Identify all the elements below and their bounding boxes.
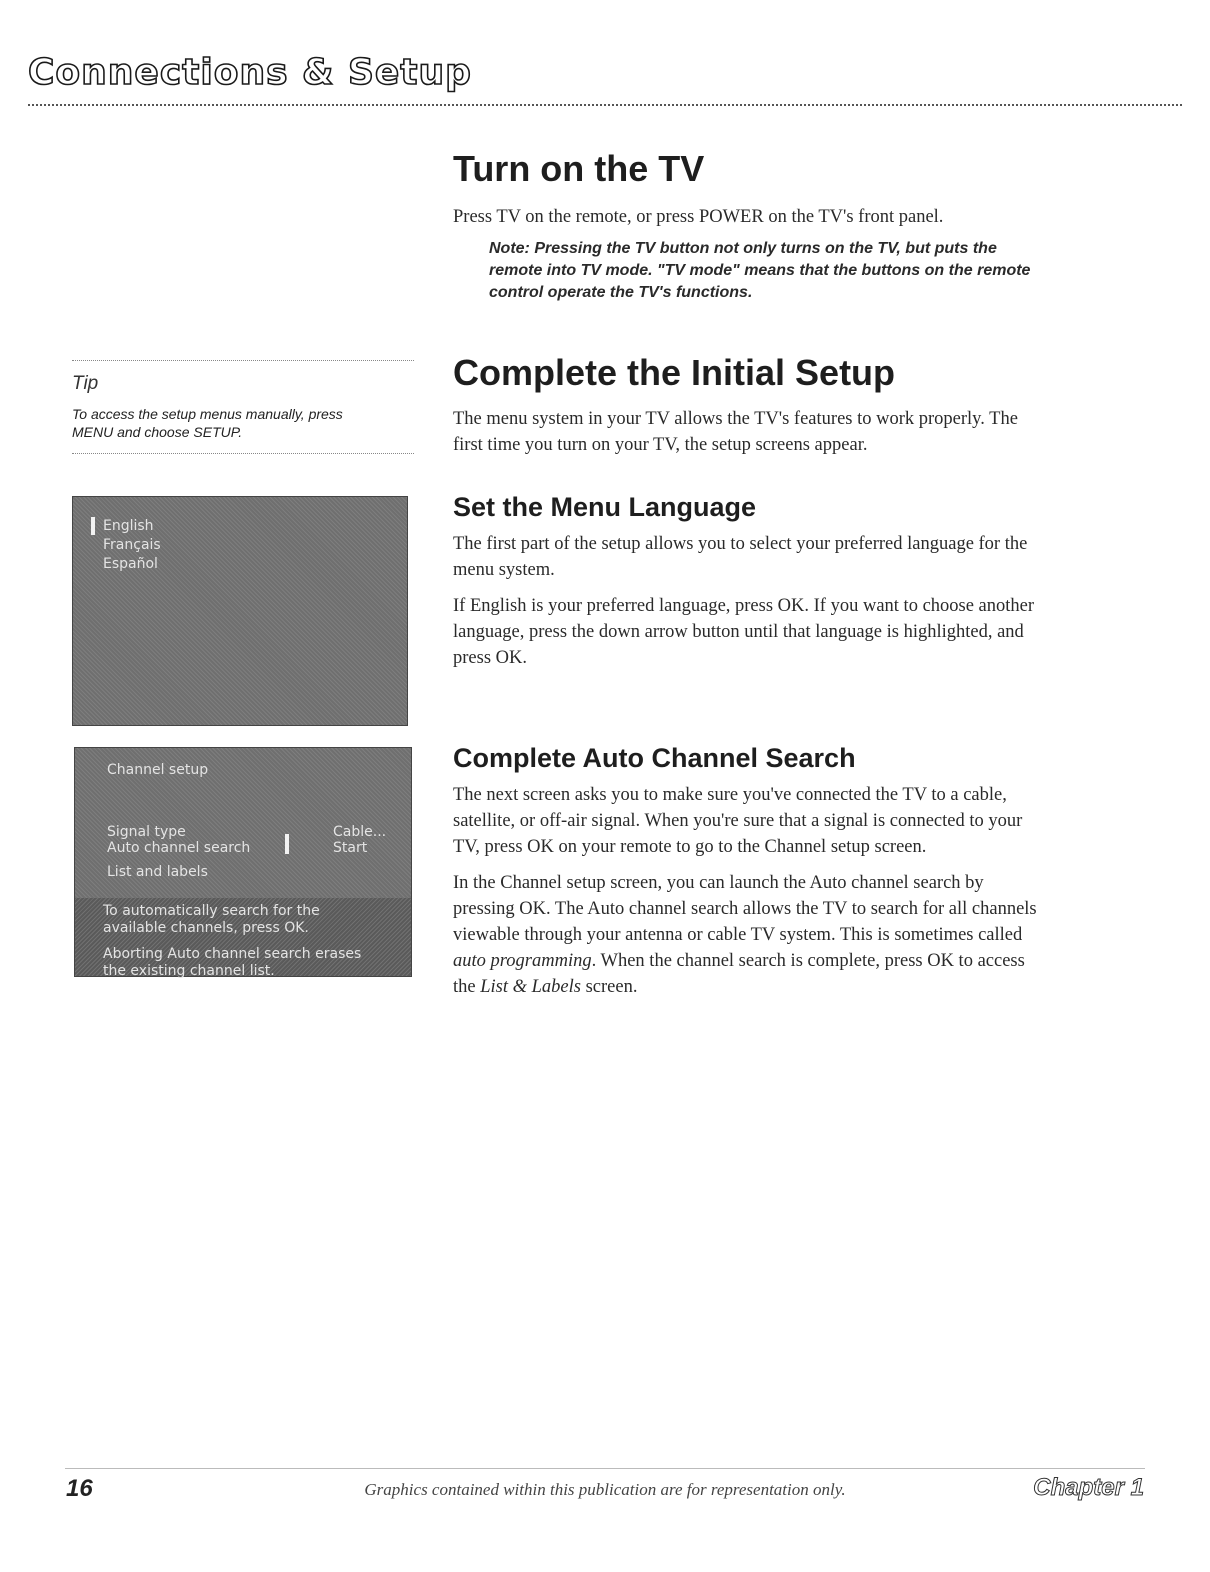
body-line: In the Channel setup screen, you can launch the Auto channel search by [453,873,984,893]
tip-top-divider [72,360,414,361]
tip-text [72,405,414,441]
term-list-labels: List & Labels [480,977,581,997]
note-line: control operate the TV's functions. [489,284,753,301]
turn-on-note [489,238,1153,304]
header-divider [28,104,1182,106]
body-text: . When the channel search is complete, press OK to access [591,951,1025,971]
body-line: language, press the down arrow button until that language is highlighted, and [453,622,1024,642]
tip-box [72,360,414,454]
help-line: available channels, press OK. [103,920,309,936]
language-option: Français [103,537,161,553]
auto-search-para-2 [453,870,1153,1000]
language-menu-screenshot [72,496,408,726]
body-line [453,974,1153,1000]
setting-value: Start [333,840,368,856]
initial-setup-heading: Complete the Initial Setup [453,352,896,393]
auto-search-section [453,743,1153,1000]
body-line: press OK. [453,648,527,668]
tip-line: MENU and choose SETUP. [72,424,243,440]
menu-language-section [453,492,1153,671]
auto-search-para-1 [453,782,1153,860]
language-option: Español [103,556,158,572]
footer-disclaimer: Graphics contained within this publication are for representation only. [364,1480,846,1499]
selection-indicator [285,834,289,854]
selection-indicator [91,517,95,535]
turn-on-heading: Turn on the TV [453,148,705,189]
body-line: pressing OK. The Auto channel search allows the TV to search for all channels [453,899,1037,919]
page-number: 16 [66,1475,93,1502]
body-line: first time you turn on your TV, the setup screens appear. [453,435,868,455]
help-line: Aborting Auto channel search erases [103,946,362,962]
body-line: viewable through your antenna or cable TV system. This is sometimes called [453,925,1023,945]
body-line: The menu system in your TV allows the TV's features to work properly. The [453,409,1018,429]
turn-on-body: Press TV on the remote, or press POWER on the TV's front panel. [453,207,944,227]
setting-label: Signal type [107,824,186,840]
body-line: TV, press OK on your remote to go to the Channel setup screen. [453,837,927,857]
section-header-title: Connections & Setup [28,52,472,93]
help-panel [75,898,411,979]
body-text: screen. [580,977,638,997]
initial-setup-section [453,352,1153,458]
channel-setup-title: Channel setup [107,762,209,778]
body-line: satellite, or off-air signal. When you're sure that a signal is connected to your [453,811,1023,831]
help-line: To automatically search for the [103,903,320,919]
language-option: English [103,518,154,534]
menu-language-heading: Set the Menu Language [453,492,757,522]
tip-line: To access the setup menus manually, press [72,406,343,422]
term-auto-programming: auto programming [453,951,592,971]
menu-language-para-1 [453,531,1153,583]
note-line: Note: Pressing the TV button not only turns on the TV, but puts the [489,240,997,257]
note-line: remote into TV mode. "TV mode" means that the buttons on the remote [489,262,1031,279]
help-line: the existing channel list. [103,963,275,979]
setting-label: Auto channel search [107,840,251,856]
menu-language-para-2 [453,593,1153,671]
body-line: The next screen asks you to make sure you've connected the TV to a cable, [453,785,1007,805]
footer-divider [65,1468,1145,1469]
setting-value: Cable... [333,824,387,840]
body-line: If English is your preferred language, press OK. If you want to choose another [453,596,1035,616]
setting-label: List and labels [107,864,208,880]
tip-bottom-divider [72,453,414,454]
tip-title: Tip [72,373,99,394]
channel-setup-screenshot [74,747,412,977]
body-text: the [453,977,481,997]
body-line: menu system. [453,560,555,580]
auto-search-heading: Complete Auto Channel Search [453,743,856,773]
chapter-label: Chapter 1 [1033,1474,1144,1501]
initial-setup-body [453,406,1153,458]
turn-on-section [453,148,1153,304]
body-line [453,948,1153,974]
body-line: The first part of the setup allows you to select your preferred language for the [453,534,1028,554]
